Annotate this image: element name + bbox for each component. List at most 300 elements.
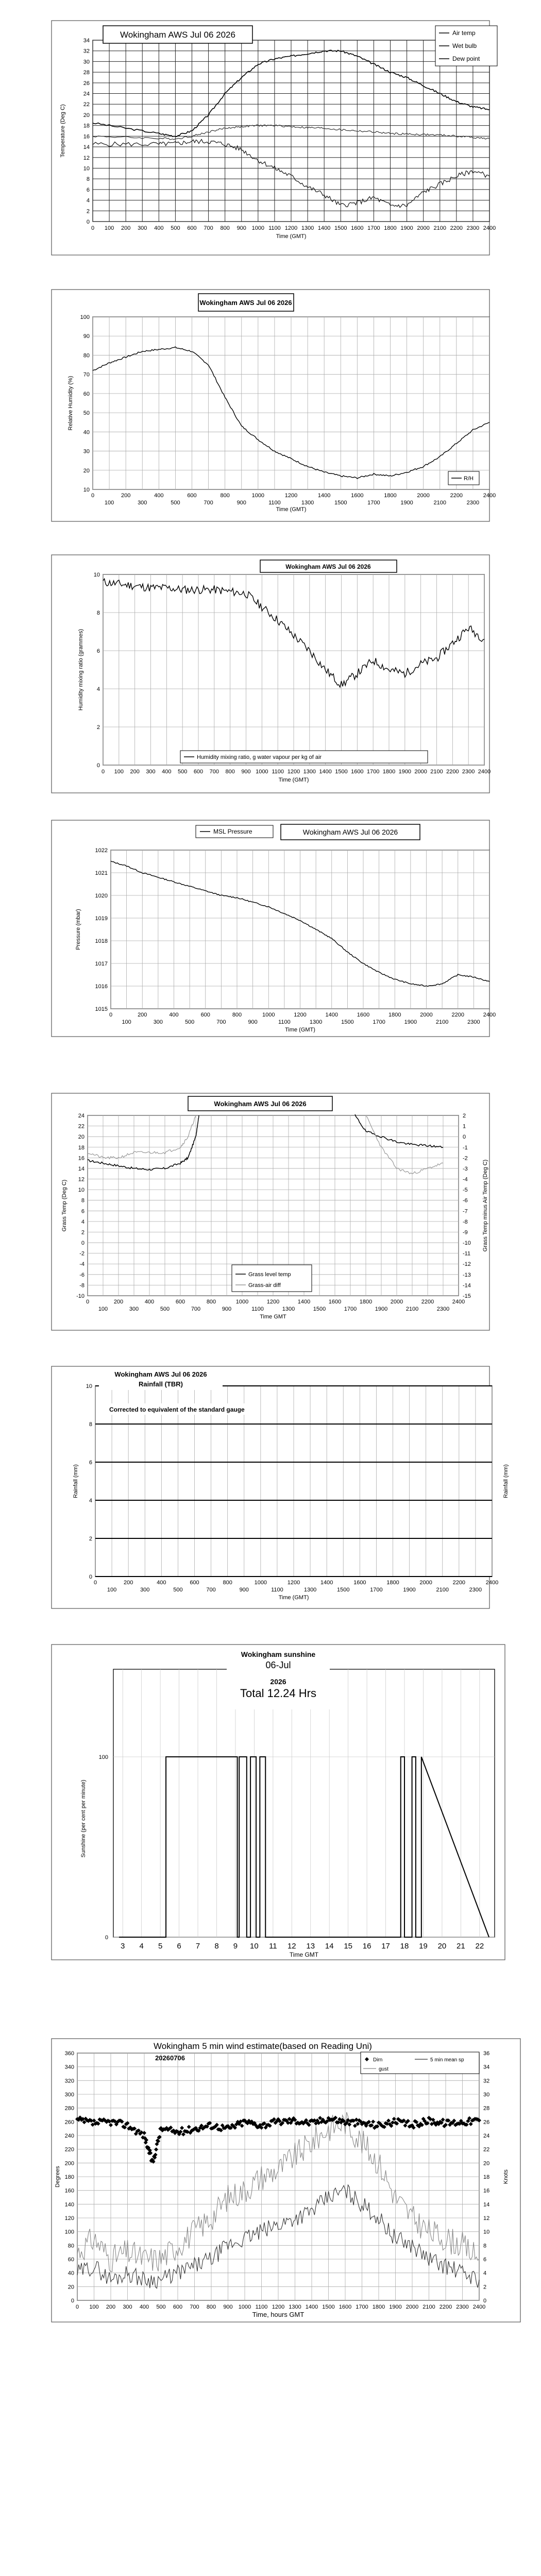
y2-tick-label: -4 — [463, 1176, 468, 1183]
x-tick-label: 600 — [193, 769, 204, 775]
y2-tick-label: 34 — [483, 2064, 490, 2071]
x-tick-label: 1800 — [372, 2304, 385, 2310]
x-tick-label: 2400 — [472, 2304, 486, 2310]
mixing-ratio-chart — [0, 554, 541, 796]
x-tick-label: 800 — [206, 1299, 216, 1305]
y-tick-label: 0 — [89, 1574, 92, 1580]
x-tick-label: 3 — [121, 1942, 125, 1951]
y2-tick-label: -12 — [463, 1261, 471, 1268]
y-tick-label: 240 — [64, 2133, 74, 2139]
x-tick-label: 1200 — [266, 1299, 280, 1305]
chart-title: Wokingham AWS Jul 06 2026 — [114, 1370, 207, 1378]
y-tick-label: 2 — [96, 724, 100, 731]
x-tick-label: 1900 — [400, 225, 413, 231]
sunshine-chart — [0, 1643, 541, 1963]
y-tick-label: 100 — [80, 314, 90, 320]
x-tick-label: 1200 — [294, 1012, 307, 1018]
y-tick-label: 10 — [86, 1383, 92, 1389]
x-tick-label: 1800 — [386, 1580, 399, 1586]
x-tick-label: 400 — [157, 1580, 166, 1586]
x-tick-label: 1200 — [272, 2304, 285, 2310]
x-axis-label: Time (GMT) — [285, 1027, 315, 1033]
x-tick-label: 500 — [177, 769, 188, 775]
chart-title: Wokingham AWS Jul 06 2026 — [302, 828, 398, 836]
x-tick-label: 200 — [123, 1580, 133, 1586]
x-tick-label: 200 — [121, 493, 131, 499]
y-tick-label: 1015 — [95, 1006, 108, 1012]
x-tick-label: 1900 — [403, 1587, 416, 1593]
x-tick-label: 2000 — [420, 1012, 433, 1018]
y-tick-label: 18 — [83, 123, 90, 129]
y-tick-label: 26 — [83, 80, 90, 87]
x-tick-label: 1800 — [384, 225, 397, 231]
y-tick-label: 22 — [83, 101, 90, 108]
x-axis-label: Time (GMT) — [278, 777, 309, 783]
x-tick-label: 300 — [153, 1019, 163, 1025]
x-tick-label: 100 — [104, 225, 114, 231]
x-tick-label: 6 — [177, 1942, 181, 1951]
y-tick-label: 6 — [81, 1208, 84, 1215]
y2-tick-label: -10 — [463, 1240, 471, 1247]
y-axis-label: Sunshine (per cent per minute) — [80, 1780, 87, 1858]
y2-tick-label: 26 — [483, 2119, 490, 2126]
x-tick-label: 500 — [184, 1019, 195, 1025]
y-tick-label: 1022 — [95, 848, 108, 854]
x-tick-label: 500 — [160, 1306, 170, 1312]
humidity-chart-panel — [0, 289, 541, 526]
x-tick-label: 1700 — [344, 1306, 357, 1312]
x-tick-label: 1100 — [268, 225, 281, 231]
x-tick-label: 2400 — [452, 1299, 465, 1305]
x-tick-label: 1400 — [305, 2304, 318, 2310]
humidity-chart — [0, 289, 541, 526]
x-tick-label: 2300 — [462, 769, 475, 775]
x-tick-label: 700 — [190, 2304, 199, 2310]
x-tick-label: 500 — [171, 225, 180, 231]
legend-label: Dew point — [452, 55, 480, 62]
x-tick-label: 300 — [138, 225, 147, 231]
y-tick-label: 50 — [83, 410, 90, 417]
grass-temp-chart — [0, 1092, 541, 1334]
y-tick-label: 10 — [93, 572, 100, 578]
y-tick-label: 4 — [96, 686, 100, 692]
x-tick-label: 600 — [173, 2304, 183, 2310]
y-axis-label: Relative Humidity (%) — [67, 376, 74, 431]
y-tick-label: 300 — [64, 2092, 74, 2098]
chart-total-label: Total 12.24 Hrs — [240, 1687, 316, 1700]
x-tick-label: 1800 — [359, 1299, 373, 1305]
x-tick-label: 1000 — [235, 1299, 249, 1305]
legend-label: Dirn — [373, 2057, 383, 2063]
chart-subtitle: Rainfall (TBR) — [139, 1380, 183, 1388]
y-tick-label: 260 — [64, 2119, 74, 2126]
y2-tick-label: 8 — [483, 2243, 487, 2249]
y2-tick-label: -15 — [463, 1293, 471, 1299]
x-tick-label: 1300 — [282, 1306, 295, 1312]
temperature-chart-panel — [0, 20, 541, 259]
y-tick-label: 20 — [67, 2284, 74, 2291]
y2-tick-label: -5 — [463, 1187, 468, 1194]
y-tick-label: 28 — [83, 70, 90, 76]
y2-tick-label: -2 — [463, 1155, 468, 1162]
legend-label: Grass-air diff — [248, 1282, 281, 1289]
x-tick-label: 1900 — [375, 1306, 388, 1312]
x-tick-label: 22 — [475, 1942, 484, 1951]
x-tick-label: 400 — [154, 493, 164, 499]
y2-tick-label: 0 — [483, 2298, 487, 2304]
x-tick-label: 1500 — [335, 769, 348, 775]
chart-title: Wokingham AWS Jul 06 2026 — [285, 563, 371, 570]
y-tick-label: 10 — [78, 1187, 84, 1194]
y2-tick-label: 18 — [483, 2174, 490, 2180]
y-tick-label: -8 — [79, 1282, 84, 1289]
x-tick-label: 2300 — [469, 1587, 482, 1593]
x-tick-label: 1500 — [322, 2304, 335, 2310]
x-tick-label: 0 — [101, 769, 105, 775]
x-tick-label: 1800 — [382, 769, 396, 775]
y-tick-label: 340 — [64, 2064, 74, 2071]
x-tick-label: 1600 — [351, 493, 364, 499]
y-tick-label: 24 — [78, 1113, 84, 1119]
x-tick-label: 2200 — [421, 1299, 434, 1305]
x-tick-label: 1000 — [251, 225, 265, 231]
y-tick-label: 14 — [83, 144, 90, 151]
x-tick-label: 2000 — [417, 493, 430, 499]
chart-title: Wokingham AWS Jul 06 2026 — [214, 1100, 307, 1108]
x-tick-label: 700 — [216, 1019, 226, 1025]
x-tick-label: 2200 — [450, 225, 463, 231]
y-tick-label: 30 — [83, 59, 90, 65]
y-tick-label: 32 — [83, 48, 90, 55]
legend-label: R/H — [464, 476, 474, 482]
x-tick-label: 900 — [236, 500, 246, 506]
x-tick-label: 7 — [195, 1942, 200, 1951]
y-tick-label: 1020 — [95, 893, 108, 899]
y-tick-label: 8 — [81, 1197, 84, 1204]
y-tick-label: 6 — [86, 187, 90, 193]
x-tick-label: 1400 — [297, 1299, 311, 1305]
y2-tick-label: 32 — [483, 2078, 490, 2084]
x-tick-label: 600 — [190, 1580, 199, 1586]
x-tick-label: 2400 — [478, 769, 491, 775]
y-tick-label: 20 — [78, 1134, 84, 1141]
x-tick-label: 2200 — [439, 2304, 452, 2310]
x-tick-label: 12 — [287, 1942, 296, 1951]
x-tick-label: 2000 — [405, 2304, 419, 2310]
x-tick-label: 1700 — [373, 1019, 385, 1025]
x-tick-label: 800 — [225, 769, 235, 775]
x-tick-label: 400 — [169, 1012, 179, 1018]
x-tick-label: 1400 — [317, 493, 331, 499]
y2-tick-label: 12 — [483, 2215, 490, 2222]
x-tick-label: 400 — [162, 769, 172, 775]
y-tick-label: 80 — [83, 352, 90, 359]
x-tick-label: 800 — [220, 225, 230, 231]
x-tick-label: 700 — [204, 500, 213, 506]
x-tick-label: 2100 — [433, 225, 446, 231]
y-tick-label: 20 — [83, 112, 90, 118]
y-tick-label: 10 — [83, 487, 90, 493]
y-tick-label: 180 — [64, 2174, 74, 2180]
y-axis-label: Pressure (mbar) — [75, 909, 81, 950]
y-tick-label: 30 — [83, 448, 90, 455]
x-tick-label: 1100 — [255, 2304, 268, 2310]
x-tick-label: 1700 — [366, 769, 380, 775]
y-axis-label: Temperature (Deg C) — [60, 104, 66, 158]
x-tick-label: 1400 — [317, 225, 331, 231]
x-tick-label: 1200 — [284, 493, 298, 499]
y2-tick-label: 2 — [483, 2284, 487, 2291]
x-tick-label: 10 — [250, 1942, 259, 1951]
x-tick-label: 1400 — [319, 769, 332, 775]
x-tick-label: 1500 — [334, 225, 347, 231]
y2-tick-label: 36 — [483, 2050, 490, 2057]
y-tick-label: 100 — [64, 2229, 74, 2235]
x-tick-label: 2400 — [485, 1580, 499, 1586]
x-tick-label: 1300 — [309, 1019, 323, 1025]
temperature-chart — [0, 20, 541, 259]
x-tick-label: 900 — [222, 1306, 232, 1312]
x-tick-label: 1100 — [268, 500, 281, 506]
x-tick-label: 300 — [146, 769, 156, 775]
y-tick-label: 2 — [89, 1536, 92, 1542]
y2-tick-label: 22 — [483, 2146, 490, 2153]
legend-label: gust — [379, 2066, 388, 2072]
y-tick-label: 1021 — [95, 870, 108, 876]
y-tick-label: 10 — [83, 165, 90, 172]
y-tick-label: 8 — [89, 1421, 92, 1428]
x-tick-label: 11 — [269, 1942, 277, 1951]
y-tick-label: 6 — [89, 1460, 92, 1466]
x-tick-label: 1300 — [303, 1587, 317, 1593]
x-tick-label: 500 — [173, 1587, 183, 1593]
x-tick-label: 18 — [400, 1942, 409, 1951]
chart-title: Wokingham AWS Jul 06 2026 — [120, 30, 235, 40]
x-tick-label: 2100 — [405, 1306, 419, 1312]
y-tick-label: 4 — [81, 1218, 84, 1225]
x-tick-label: 200 — [130, 769, 140, 775]
y-tick-label: 1016 — [95, 984, 108, 990]
rainfall-chart-panel — [0, 1365, 541, 1613]
y-tick-label: 22 — [78, 1123, 84, 1130]
y-tick-label: 140 — [64, 2201, 74, 2208]
x-tick-label: 2400 — [483, 1012, 496, 1018]
y2-tick-label: 28 — [483, 2105, 490, 2112]
x-tick-label: 800 — [206, 2304, 216, 2310]
x-axis-label: Time GMT — [260, 1314, 286, 1320]
chart-subtitle: 20260706 — [155, 2054, 185, 2062]
x-tick-label: 1600 — [351, 769, 364, 775]
x-tick-label: 13 — [306, 1942, 315, 1951]
x-tick-label: 8 — [214, 1942, 219, 1951]
y-tick-label: 34 — [83, 38, 90, 44]
x-tick-label: 2000 — [414, 769, 427, 775]
sunshine-chart-panel — [0, 1643, 541, 1963]
y-tick-label: 14 — [78, 1165, 84, 1172]
x-tick-label: 1600 — [328, 1299, 342, 1305]
x-tick-label: 2300 — [436, 1306, 450, 1312]
x-tick-label: 1100 — [272, 769, 284, 775]
pressure-chart — [0, 819, 541, 1041]
y-tick-label: 200 — [64, 2160, 74, 2167]
x-tick-label: 20 — [437, 1942, 447, 1951]
x-tick-label: 1700 — [370, 1587, 383, 1593]
y-tick-label: 1017 — [95, 961, 108, 967]
y2-tick-label: 1 — [463, 1123, 466, 1130]
y-tick-label: 40 — [83, 429, 90, 436]
x-tick-label: 100 — [89, 2304, 99, 2310]
x-tick-label: 2400 — [483, 493, 496, 499]
x-axis-label: Time, hours GMT — [252, 2311, 305, 2318]
x-tick-label: 1300 — [301, 500, 314, 506]
y-tick-label: 40 — [67, 2270, 74, 2277]
y-tick-label: 24 — [83, 91, 90, 97]
legend-label: Air temp — [452, 29, 476, 37]
x-tick-label: 900 — [248, 1019, 258, 1025]
y-tick-label: 0 — [96, 762, 100, 769]
y-tick-label: 100 — [98, 1754, 108, 1760]
y2-tick-label: 20 — [483, 2160, 490, 2167]
y2-tick-label: -6 — [463, 1197, 468, 1204]
x-tick-label: 2000 — [417, 225, 430, 231]
x-tick-label: 1000 — [254, 1580, 267, 1586]
y-tick-label: 18 — [78, 1144, 84, 1151]
x-tick-label: 200 — [138, 1012, 147, 1018]
x-tick-label: 900 — [236, 225, 246, 231]
y2-tick-label: 24 — [483, 2133, 490, 2139]
x-tick-label: 15 — [344, 1942, 353, 1951]
y-tick-label: 70 — [83, 371, 90, 378]
x-tick-label: 1100 — [278, 1019, 291, 1025]
y-tick-label: 0 — [81, 1240, 84, 1247]
x-tick-label: 1100 — [251, 1306, 264, 1312]
x-tick-label: 2000 — [390, 1299, 403, 1305]
x-tick-label: 700 — [191, 1306, 201, 1312]
y-axis-label: Degrees — [55, 2166, 61, 2188]
x-tick-label: 16 — [362, 1942, 371, 1951]
x-tick-label: 19 — [419, 1942, 428, 1951]
x-tick-label: 100 — [107, 1587, 117, 1593]
x-axis-label: Time GMT — [289, 1951, 319, 1958]
x-tick-label: 1600 — [357, 1012, 370, 1018]
mixing-ratio-chart-panel — [0, 554, 541, 796]
y-tick-label: -10 — [76, 1293, 84, 1299]
x-tick-label: 900 — [241, 769, 251, 775]
x-tick-label: 500 — [171, 500, 180, 506]
y2-tick-label: 16 — [483, 2188, 490, 2194]
x-tick-label: 1700 — [367, 500, 380, 506]
x-axis-label: Time (GMT) — [278, 1595, 309, 1601]
x-tick-label: 2400 — [483, 225, 496, 231]
x-tick-label: 2300 — [466, 500, 480, 506]
y-axis-label: Grass Temp (Deg C) — [61, 1179, 67, 1232]
y-tick-label: -6 — [79, 1272, 84, 1278]
y2-tick-label: -1 — [463, 1144, 468, 1151]
y-tick-label: 0 — [71, 2298, 74, 2304]
x-tick-label: 400 — [154, 225, 164, 231]
y2-tick-label: -13 — [463, 1272, 471, 1278]
legend-label: Grass level temp — [248, 1272, 291, 1278]
x-tick-label: 1000 — [256, 769, 268, 775]
x-tick-label: 4 — [139, 1942, 144, 1951]
y-tick-label: 2 — [81, 1229, 84, 1236]
y2-tick-label: 6 — [483, 2257, 487, 2263]
y-tick-label: 160 — [64, 2188, 74, 2194]
y-tick-label: 2 — [86, 208, 90, 215]
x-tick-label: 2100 — [433, 500, 446, 506]
x-tick-label: 1500 — [334, 500, 347, 506]
x-tick-label: 100 — [104, 500, 114, 506]
y-tick-label: 120 — [64, 2215, 74, 2222]
y2-tick-label: 14 — [483, 2201, 490, 2208]
y-tick-label: 1019 — [95, 916, 108, 922]
y-tick-label: 280 — [64, 2105, 74, 2112]
x-tick-label: 1500 — [313, 1306, 326, 1312]
legend-label: MSL Pressure — [213, 828, 252, 835]
x-tick-label: 600 — [175, 1299, 185, 1305]
legend-label: 5 min mean sp — [430, 2057, 464, 2063]
x-tick-label: 700 — [209, 769, 219, 775]
x-tick-label: 1900 — [404, 1019, 417, 1025]
x-tick-label: 0 — [109, 1012, 113, 1018]
y-tick-label: 1018 — [95, 938, 108, 944]
x-tick-label: 1800 — [384, 493, 397, 499]
y-tick-label: 0 — [105, 1935, 108, 1941]
y2-tick-label: 4 — [483, 2270, 487, 2277]
y-tick-label: 320 — [64, 2078, 74, 2084]
wind-chart-panel — [0, 2038, 541, 2326]
y-tick-label: 360 — [64, 2050, 74, 2057]
y2-tick-label: -9 — [463, 1229, 468, 1236]
wind-chart — [0, 2038, 541, 2326]
x-tick-label: 300 — [123, 2304, 132, 2310]
x-tick-label: 1900 — [400, 500, 413, 506]
y-tick-label: 4 — [86, 197, 90, 204]
x-tick-label: 9 — [233, 1942, 238, 1951]
x-tick-label: 1400 — [325, 1012, 338, 1018]
x-tick-label: 0 — [91, 493, 95, 499]
x-tick-label: 2100 — [436, 1587, 449, 1593]
legend-label: Wet bulb — [452, 42, 477, 49]
y-tick-label: 60 — [83, 391, 90, 397]
y-tick-label: 16 — [83, 133, 90, 140]
y2-tick-label: -8 — [463, 1218, 468, 1225]
x-tick-label: 1700 — [356, 2304, 368, 2310]
legend-label: Humidity mixing ratio, g water vapour per kg of air — [197, 754, 322, 760]
chart-annotation: Corrected to equivalent of the standard gauge — [109, 1406, 245, 1413]
x-tick-label: 900 — [239, 1587, 249, 1593]
x-tick-label: 2200 — [451, 1012, 464, 1018]
y-axis-label: Humidity mixing ratio (grammes) — [78, 629, 84, 711]
y-tick-label: 16 — [78, 1155, 84, 1162]
x-tick-label: 1900 — [389, 2304, 402, 2310]
x-tick-label: 1000 — [251, 493, 265, 499]
x-tick-label: 2100 — [430, 769, 443, 775]
pressure-chart-panel — [0, 819, 541, 1041]
x-tick-label: 1900 — [398, 769, 412, 775]
y-tick-label: 8 — [96, 610, 100, 616]
x-tick-label: 200 — [113, 1299, 124, 1305]
x-tick-label: 2200 — [446, 769, 459, 775]
y2-axis-label: Grass Temp minus Air Temp (Deg C) — [482, 1159, 488, 1252]
x-tick-label: 500 — [156, 2304, 166, 2310]
y-axis-label: Rainfall (mm) — [73, 1464, 79, 1498]
x-tick-label: 100 — [98, 1306, 108, 1312]
x-tick-label: 1200 — [287, 769, 300, 775]
x-tick-label: 1300 — [289, 2304, 301, 2310]
x-tick-label: 1600 — [353, 1580, 366, 1586]
x-tick-label: 1800 — [388, 1012, 401, 1018]
